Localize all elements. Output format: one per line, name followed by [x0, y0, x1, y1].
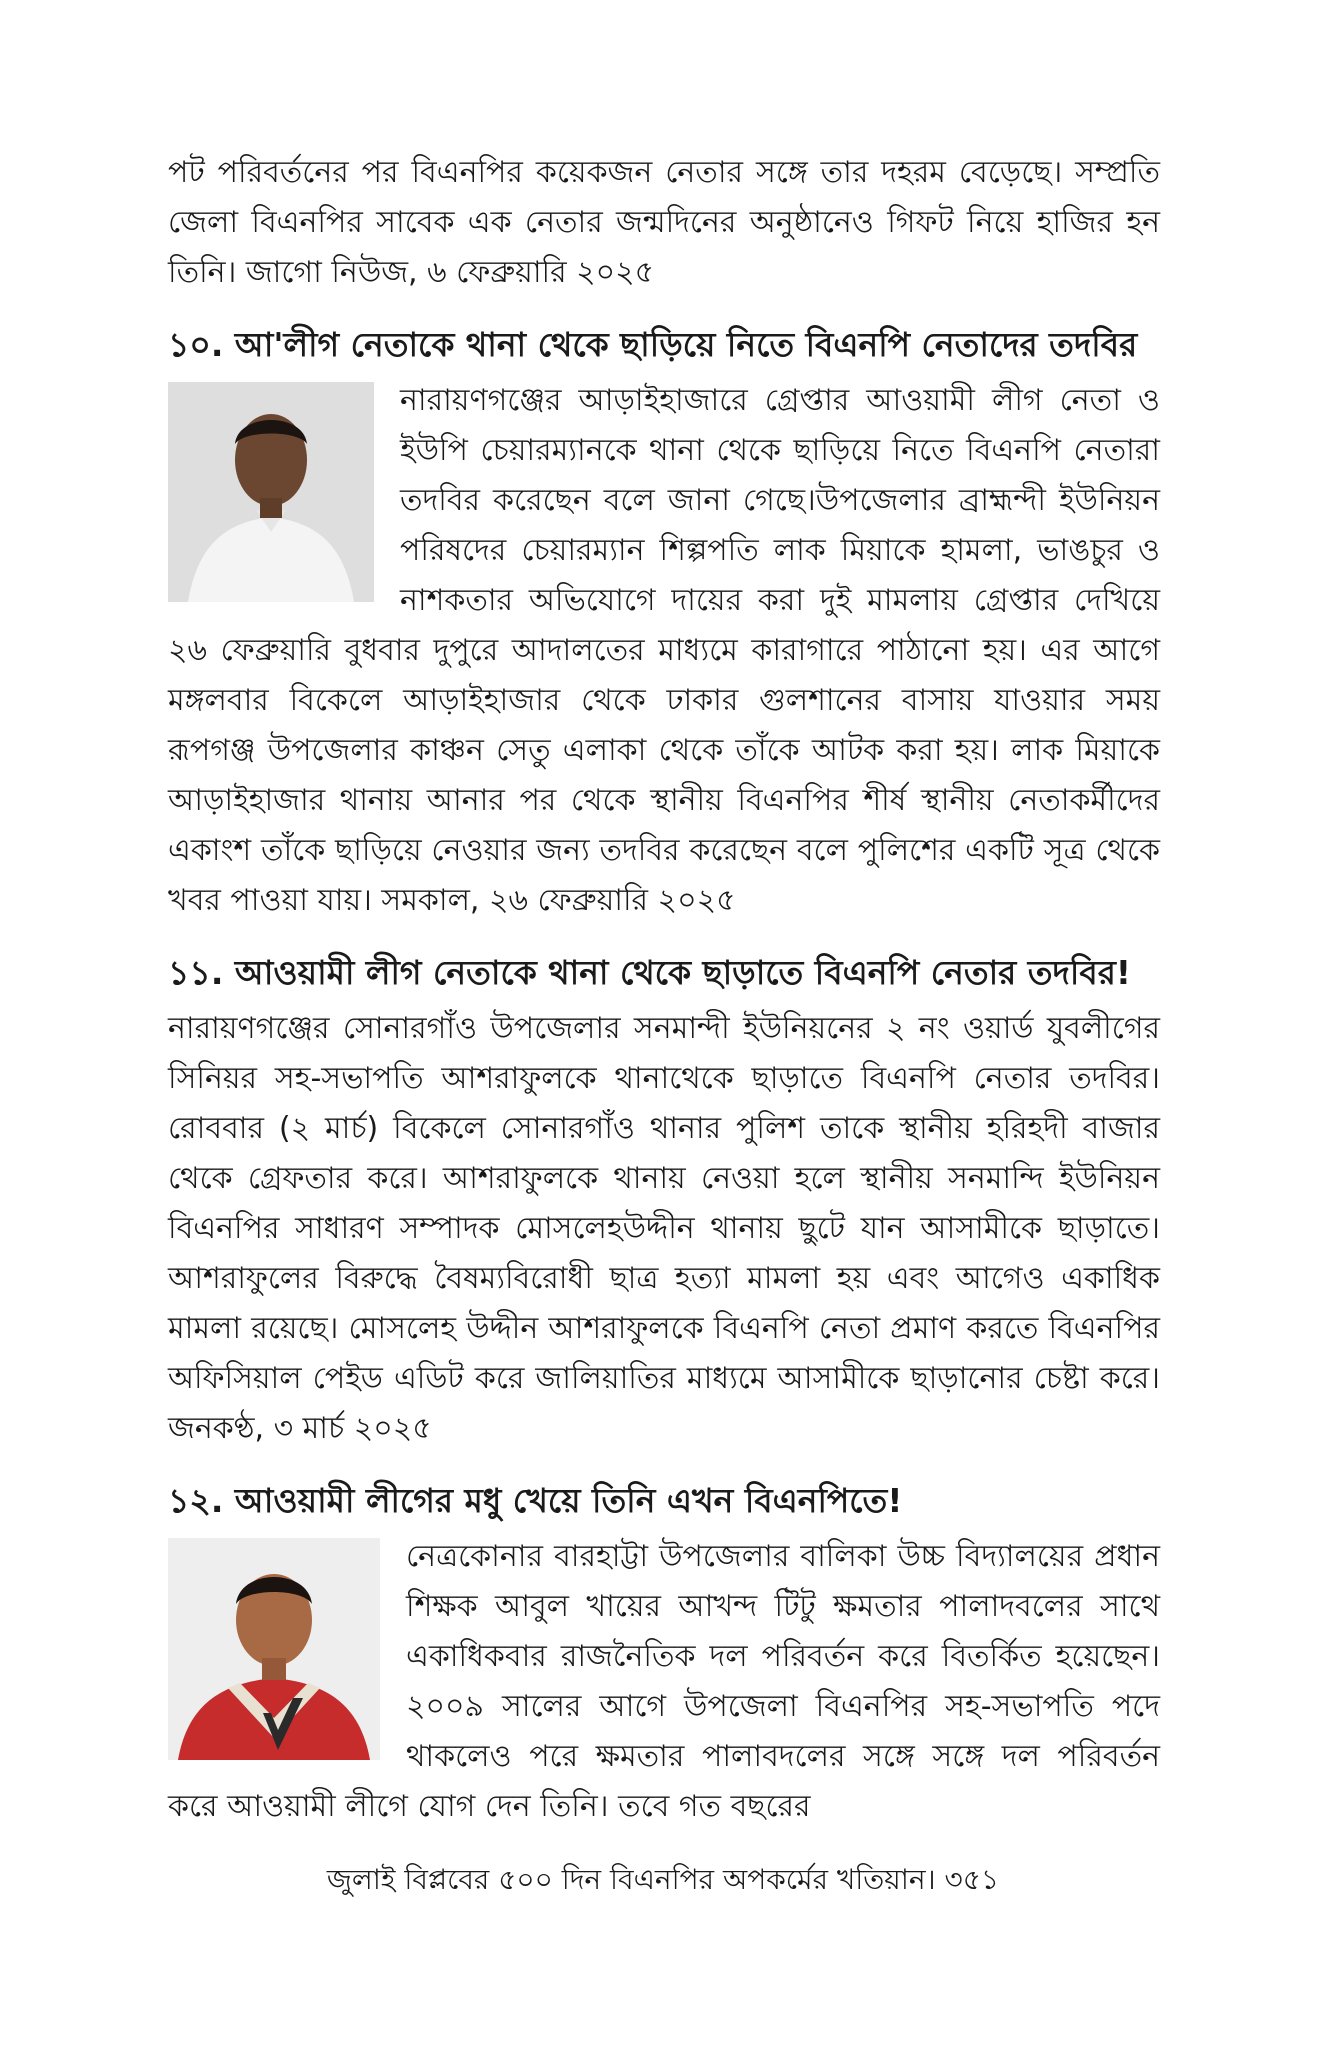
section-body: নারায়ণগঞ্জের সোনারগাঁও উপজেলার সনমান্দী ইউনিয়নের ২ নং ওয়ার্ড যুবলীগের সিনিয়র সহ-সভাপতি আশরাফুলকে থানাথেকে ছাড়াতে বিএনপি নেতার তদবির। রোববার (২ মার্চ) বিকেলে সোনারগাঁও থানার পুলিশ তাকে স্থানীয় হরিহদী বাজার থেকে গ্রেফতার করে। আশরাফুলকে থানায় নেওয়া হলে স্থানীয় সনমান্দি ইউনিয়ন বিএনপির সাধারণ সম্পাদক মোসলেহউদ্দীন থানায় ছুটে যান আসামীকে ছাড়াতে। আশরাফুলের বিরুদ্ধে বৈষম্যবিরোধী ছাত্র হত্যা মামলা হয় এবং আগেও একাধিক মামলা রয়েছে। মোসলেহ উদ্দীন আশরাফুলকে বিএনপি নেতা প্রমাণ করতে বিএনপির অফিসিয়াল পেইড এডিট করে জালিয়াতির মাধ্যমে আসামীকে ছাড়ানোর চেষ্টা করে। জনকণ্ঠ, ৩ মার্চ ২০২৫	[168, 1011, 1160, 1446]
section-10	[168, 320, 1160, 926]
section-body: নেত্রকোনার বারহাট্টা উপজেলার বালিকা উচ্চ বিদ্যালয়ের প্রধান শিক্ষক আবুল খায়ের আখন্দ টিটু ক্ষমতার পালাদবলের সাথে একাধিকবার রাজনৈতিক দল পরিবর্তন করে বিতর্কিত হয়েছেন। ২০০৯ সালের আগে উপজেলা বিএনপির সহ-সভাপতি পদে থাকলেও পরে ক্ষমতার পালাবদলের সঙ্গে সঙ্গে দল পরিবর্তন করে আওয়ামী লীগে যোগ দেন তিনি। তবে গত বছরের	[168, 1539, 1160, 1824]
section-heading: ১১. আওয়ামী লীগ নেতাকে থানা থেকে ছাড়াতে বিএনপি নেতার তদবির!	[168, 953, 1131, 992]
section-11	[168, 948, 1160, 1454]
section-heading: ১০. আ'লীগ নেতাকে থানা থেকে ছাড়িয়ে নিতে বিএনপি নেতাদের তদবির	[168, 325, 1138, 364]
section-body: নারায়ণগঞ্জের আড়াইহাজারে গ্রেপ্তার আওয়ামী লীগ নেতা ও ইউপি চেয়ারম্যানকে থানা থেকে ছাড়িয়ে নিতে বিএনপি নেতারা তদবির করেছেন বলে জানা গেছে।উপজেলার ব্রাহ্মন্দী ইউনিয়ন পরিষদের চেয়ারম্যান শিল্পপতি লাক মিয়াকে হামলা, ভাঙচুর ও নাশকতার অভিযোগে দায়ের করা দুই মামলায় গ্রেপ্তার দেখিয়ে ২৬ ফেব্রুয়ারি বুধবার দুপুরে আদালতের মাধ্যমে কারাগারে পাঠানো হয়। এর আগে মঙ্গলবার বিকেলে আড়াইহাজার থেকে ঢাকার গুলশানের বাসায় যাওয়ার সময় রূপগঞ্জ উপজেলার কাঞ্চন সেতু এলাকা থেকে তাঁকে আটক করা হয়। লাক মিয়াকে আড়াইহাজার থানায় আনার পর থেকে স্থানীয় বিএনপির শীর্ষ স্থানীয় নেতাকর্মীদের একাংশ তাঁকে ছাড়িয়ে নেওয়ার জন্য তদবির করেছেন বলে পুলিশের একটি সূত্র থেকে খবর পাওয়া যায়। সমকাল, ২৬ ফেব্রুয়ারি ২০২৫	[168, 383, 1160, 918]
portrait-image	[168, 1538, 380, 1760]
intro-paragraph: পট পরিবর্তনের পর বিএনপির কয়েকজন নেতার সঙ্গে তার দহরম বেড়েছে। সম্প্রতি জেলা বিএনপির সাবেক এক নেতার জন্মদিনের অনুষ্ঠানেও গিফট নিয়ে হাজির হন তিনি। জাগো নিউজ, ৬ ফেব্রুয়ারি ২০২৫	[168, 155, 1160, 290]
book-page	[168, 148, 1160, 1832]
section-heading: ১২. আওয়ামী লীগের মধু খেয়ে তিনি এখন বিএনপিতে!	[168, 1481, 903, 1520]
portrait-photo	[168, 1538, 380, 1760]
page-footer: জুলাই বিপ্লবের ৫০০ দিন বিএনপির অপকর্মের খতিয়ান। ৩৫১	[326, 1863, 1000, 1896]
portrait-image	[168, 382, 374, 602]
portrait-photo	[168, 382, 374, 602]
section-12	[168, 1476, 1160, 1832]
